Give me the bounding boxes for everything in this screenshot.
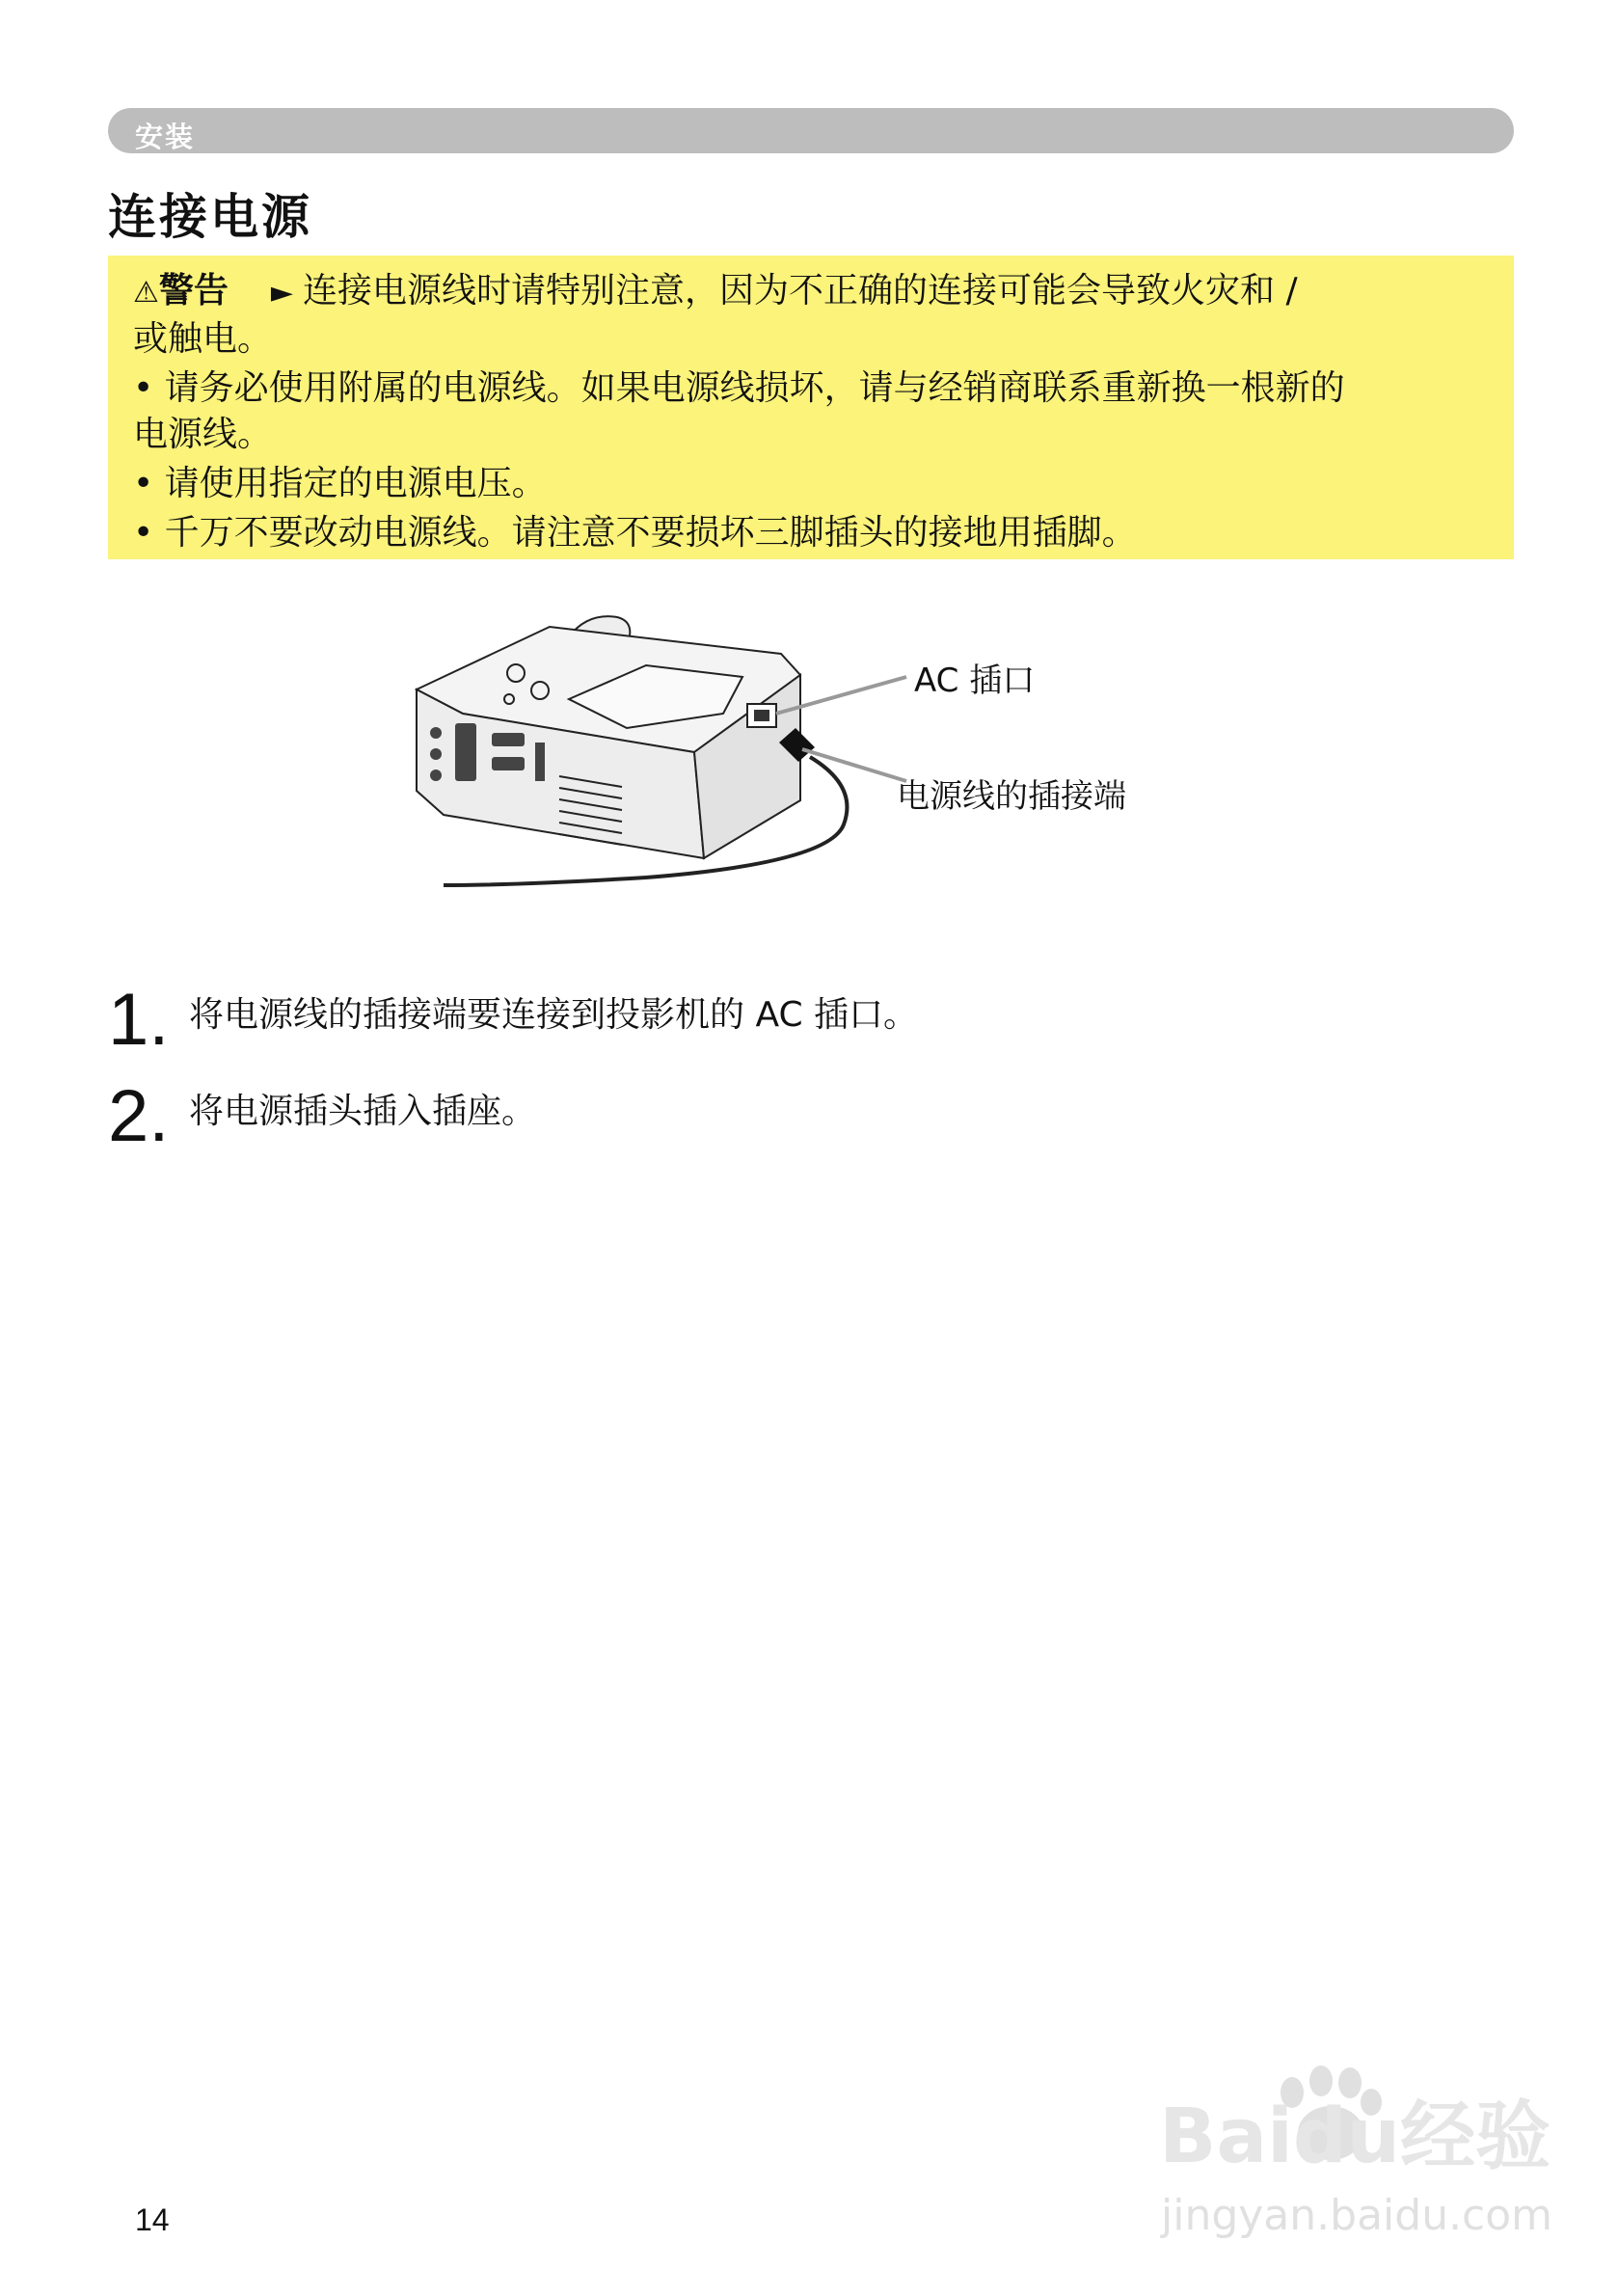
warning-text-line: • 请使用指定的电源电压。: [133, 464, 547, 503]
warning-text-line: 连接电源线时请特别注意，因为不正确的连接可能会导致火灾和 /: [303, 271, 1298, 311]
arrow-right-icon: ►: [270, 276, 293, 310]
step-text: 将电源插头插入插座。: [189, 1092, 537, 1131]
paw-logo-icon: [1147, 2054, 1552, 2247]
warning-text-line: • 请务必使用附属的电源线。如果电源线损坏，请与经销商联系重新换一根新的: [133, 368, 1345, 408]
page-title: 连接电源: [108, 189, 312, 245]
step-number: 2.: [108, 1075, 170, 1157]
section-header-bar: [108, 108, 1514, 153]
warning-triangle-icon: ⚠: [133, 276, 159, 310]
warning-text-line: • 千万不要改动电源线。请注意不要损坏三脚插头的接地用插脚。: [133, 513, 1137, 553]
warning-label: ⚠警告: [133, 271, 229, 311]
warning-box: [108, 256, 1514, 559]
projector-drawing: [405, 608, 1157, 897]
warning-first-line: [133, 268, 1489, 316]
projector-illustration: [405, 608, 1157, 897]
step-number: 1.: [108, 979, 170, 1061]
warning-text-line: 电源线。: [133, 415, 273, 454]
watermark-brand: Baidu经验: [1159, 2093, 1551, 2180]
page-number: 14: [135, 2202, 170, 2237]
step-text: 将电源线的插接端要连接到投影机的 AC 插口。: [189, 995, 919, 1035]
warning-text-line: 或触电。: [133, 319, 273, 359]
section-label: 安装: [135, 121, 196, 153]
power-cord-connector-callout: 电源线的插接端: [897, 777, 1126, 816]
baidu-jingyan-watermark: [1147, 2054, 1552, 2247]
ac-inlet-callout: AC 插口: [914, 662, 1036, 700]
watermark-url: jingyan.baidu.com: [1161, 2191, 1552, 2240]
